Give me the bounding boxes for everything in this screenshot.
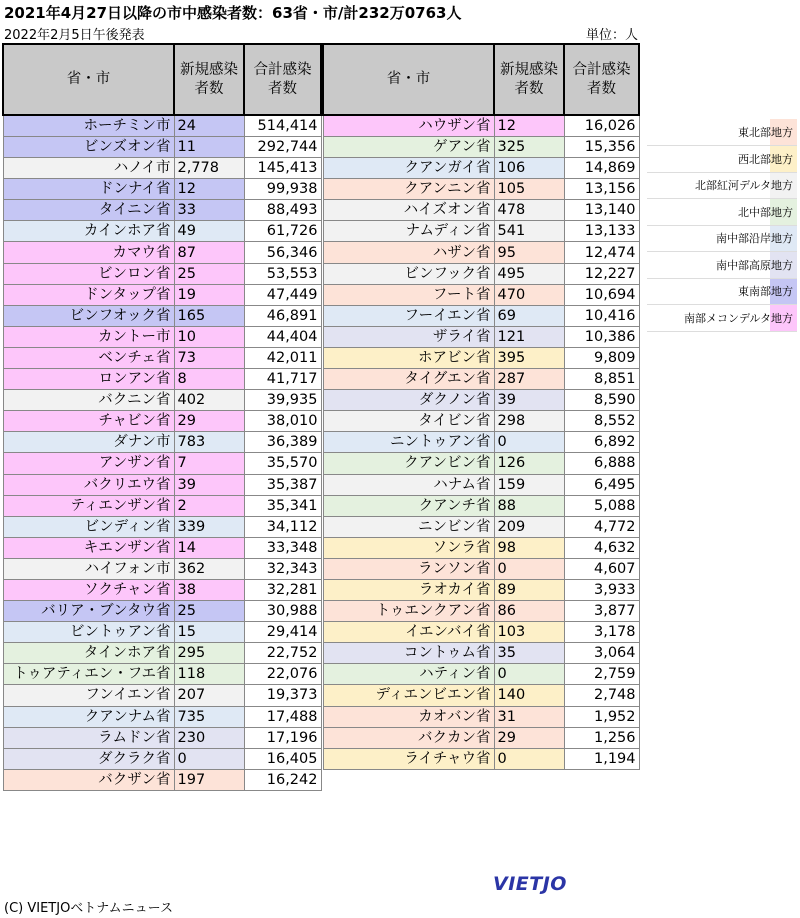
province-name: ハノイ市 [3, 158, 174, 179]
new-cases: 325 [494, 137, 564, 158]
table-row [3, 390, 321, 411]
total-cases: 17,196 [244, 727, 321, 748]
table-row [323, 200, 639, 221]
province-name: ドンナイ省 [3, 179, 174, 200]
table-row [3, 537, 321, 558]
new-cases: 15 [174, 622, 244, 643]
new-cases: 8 [174, 369, 244, 390]
province-name: カントー市 [3, 326, 174, 347]
total-cases: 2,748 [564, 685, 639, 706]
province-name: バクリエウ省 [3, 474, 174, 495]
legend-item: 南部メコンデルタ地方 [647, 305, 797, 332]
table-row [323, 390, 639, 411]
province-name: カインホア省 [3, 221, 174, 242]
announcement-date: 2022年2月5日午後発表 [4, 28, 145, 43]
table-row [323, 158, 639, 179]
total-cases: 32,343 [244, 558, 321, 579]
table-row [323, 432, 639, 453]
new-cases: 362 [174, 558, 244, 579]
total-cases: 56,346 [244, 242, 321, 263]
table-row [323, 622, 639, 643]
new-cases: 10 [174, 326, 244, 347]
total-cases: 88,493 [244, 200, 321, 221]
province-name: ハナム省 [323, 474, 494, 495]
total-cases: 3,178 [564, 622, 639, 643]
table-row [3, 579, 321, 600]
total-cases: 61,726 [244, 221, 321, 242]
total-cases: 46,891 [244, 305, 321, 326]
table-row [323, 263, 639, 284]
total-cases: 514,414 [244, 115, 321, 137]
total-cases: 6,495 [564, 474, 639, 495]
new-cases: 140 [494, 685, 564, 706]
total-cases: 53,553 [244, 263, 321, 284]
table-row [3, 221, 321, 242]
header-province: 省・市 [3, 44, 174, 115]
total-cases: 42,011 [244, 347, 321, 368]
total-cases: 6,892 [564, 432, 639, 453]
new-cases: 0 [494, 748, 564, 769]
new-cases: 98 [494, 537, 564, 558]
total-cases: 4,607 [564, 558, 639, 579]
right-table [322, 43, 640, 770]
copyright: (C) VIETJOベトナムニュース [4, 901, 174, 916]
region-legend [647, 119, 797, 332]
total-cases: 5,088 [564, 495, 639, 516]
table-row [3, 242, 321, 263]
table-row [3, 664, 321, 685]
total-cases: 12,474 [564, 242, 639, 263]
table-row [323, 284, 639, 305]
new-cases: 31 [494, 706, 564, 727]
province-name: ダナン市 [3, 432, 174, 453]
province-name: トゥアティエン・フエ省 [3, 664, 174, 685]
table-row [3, 326, 321, 347]
total-cases: 16,026 [564, 115, 639, 137]
total-cases: 17,488 [244, 706, 321, 727]
total-cases: 13,156 [564, 179, 639, 200]
province-name: ライチャウ省 [323, 748, 494, 769]
total-cases: 47,449 [244, 284, 321, 305]
table-row [3, 769, 321, 790]
province-name: イエンバイ省 [323, 622, 494, 643]
province-name: バリア・ブンタウ省 [3, 601, 174, 622]
province-name: ビントゥアン省 [3, 622, 174, 643]
table-row [323, 495, 639, 516]
new-cases: 69 [494, 305, 564, 326]
total-cases: 3,877 [564, 601, 639, 622]
table-row [323, 558, 639, 579]
new-cases: 24 [174, 115, 244, 137]
new-cases: 35 [494, 643, 564, 664]
province-name: タインホア省 [3, 643, 174, 664]
table-row [323, 137, 639, 158]
total-cases: 33,348 [244, 537, 321, 558]
total-cases: 8,590 [564, 390, 639, 411]
total-cases: 2,759 [564, 664, 639, 685]
new-cases: 39 [174, 474, 244, 495]
left-table [2, 43, 322, 791]
province-name: クアンナム省 [3, 706, 174, 727]
total-cases: 29,414 [244, 622, 321, 643]
table-row [323, 411, 639, 432]
legend-item: 西北部地方 [647, 146, 797, 173]
new-cases: 89 [494, 579, 564, 600]
province-name: クアンビン省 [323, 453, 494, 474]
table-row [3, 727, 321, 748]
new-cases: 105 [494, 179, 564, 200]
new-cases: 86 [494, 601, 564, 622]
province-name: ビンディン省 [3, 516, 174, 537]
table-row [323, 601, 639, 622]
table-row [323, 242, 639, 263]
total-cases: 3,933 [564, 579, 639, 600]
unit-label: 単位：人 [586, 28, 639, 43]
province-name: フンイエン省 [3, 685, 174, 706]
total-cases: 22,752 [244, 643, 321, 664]
new-cases: 25 [174, 601, 244, 622]
province-name: バクカン省 [323, 727, 494, 748]
province-name: クアンチ省 [323, 495, 494, 516]
total-cases: 292,744 [244, 137, 321, 158]
table-row [3, 179, 321, 200]
new-cases: 49 [174, 221, 244, 242]
province-name: ディエンビエン省 [323, 685, 494, 706]
table-row [323, 115, 639, 137]
table-row [3, 263, 321, 284]
header-total-cases: 合計感染者数 [244, 44, 321, 115]
new-cases: 73 [174, 347, 244, 368]
new-cases: 495 [494, 263, 564, 284]
total-cases: 14,869 [564, 158, 639, 179]
province-name: ナムディン省 [323, 221, 494, 242]
province-name: ハティン省 [323, 664, 494, 685]
total-cases: 1,952 [564, 706, 639, 727]
total-cases: 99,938 [244, 179, 321, 200]
table-row [323, 347, 639, 368]
new-cases: 29 [494, 727, 564, 748]
new-cases: 339 [174, 516, 244, 537]
legend-item: 北部紅河デルタ地方 [647, 172, 797, 199]
total-cases: 6,888 [564, 453, 639, 474]
legend-item: 東北部地方 [647, 119, 797, 146]
new-cases: 197 [174, 769, 244, 790]
total-cases: 8,851 [564, 369, 639, 390]
total-cases: 35,570 [244, 453, 321, 474]
total-cases: 16,242 [244, 769, 321, 790]
total-cases: 32,281 [244, 579, 321, 600]
table-row [323, 179, 639, 200]
province-name: ラムドン省 [3, 727, 174, 748]
table-row [323, 537, 639, 558]
table-row [323, 369, 639, 390]
new-cases: 33 [174, 200, 244, 221]
new-cases: 165 [174, 305, 244, 326]
total-cases: 12,227 [564, 263, 639, 284]
province-name: ビンロン省 [3, 263, 174, 284]
new-cases: 88 [494, 495, 564, 516]
total-cases: 44,404 [244, 326, 321, 347]
table-row [323, 685, 639, 706]
page-title: 2021年4月27日以降の市中感染者数：63省・市/計232万0763人 [4, 4, 462, 22]
province-name: ハイフォン市 [3, 558, 174, 579]
table-row [3, 200, 321, 221]
total-cases: 36,389 [244, 432, 321, 453]
total-cases: 10,416 [564, 305, 639, 326]
province-name: ソクチャン省 [3, 579, 174, 600]
table-row [3, 453, 321, 474]
province-name: タイニン省 [3, 200, 174, 221]
new-cases: 298 [494, 411, 564, 432]
table-row [323, 453, 639, 474]
province-name: クアンガイ省 [323, 158, 494, 179]
province-name: ニンビン省 [323, 516, 494, 537]
new-cases: 395 [494, 347, 564, 368]
table-row [3, 347, 321, 368]
total-cases: 16,405 [244, 748, 321, 769]
new-cases: 783 [174, 432, 244, 453]
new-cases: 0 [494, 432, 564, 453]
total-cases: 3,064 [564, 643, 639, 664]
table-row [3, 622, 321, 643]
vietjo-logo: VIETJO [493, 873, 567, 895]
header-new-cases: 新規感染者数 [494, 44, 564, 115]
province-name: タイグエン省 [323, 369, 494, 390]
total-cases: 19,373 [244, 685, 321, 706]
new-cases: 126 [494, 453, 564, 474]
province-name: ドンタップ省 [3, 284, 174, 305]
table-row [3, 432, 321, 453]
table-row [3, 685, 321, 706]
total-cases: 10,694 [564, 284, 639, 305]
legend-item: 南中部高原地方 [647, 252, 797, 279]
province-name: カマウ省 [3, 242, 174, 263]
table-row [323, 727, 639, 748]
province-name: トゥエンクアン省 [323, 601, 494, 622]
province-name: ニントゥアン省 [323, 432, 494, 453]
province-name: タイビン省 [323, 411, 494, 432]
new-cases: 207 [174, 685, 244, 706]
new-cases: 39 [494, 390, 564, 411]
total-cases: 35,341 [244, 495, 321, 516]
table-row [323, 516, 639, 537]
total-cases: 10,386 [564, 326, 639, 347]
total-cases: 34,112 [244, 516, 321, 537]
total-cases: 13,133 [564, 221, 639, 242]
province-name: バクザン省 [3, 769, 174, 790]
new-cases: 0 [174, 748, 244, 769]
total-cases: 145,413 [244, 158, 321, 179]
province-name: バクニン省 [3, 390, 174, 411]
province-name: キエンザン省 [3, 537, 174, 558]
new-cases: 0 [494, 558, 564, 579]
province-name: ハウザン省 [323, 115, 494, 137]
new-cases: 287 [494, 369, 564, 390]
new-cases: 159 [494, 474, 564, 495]
province-name: フーイエン省 [323, 305, 494, 326]
total-cases: 4,632 [564, 537, 639, 558]
province-name: ホアビン省 [323, 347, 494, 368]
province-name: コントゥム省 [323, 643, 494, 664]
new-cases: 541 [494, 221, 564, 242]
new-cases: 87 [174, 242, 244, 263]
province-name: ロンアン省 [3, 369, 174, 390]
province-name: ランソン省 [323, 558, 494, 579]
province-name: ザライ省 [323, 326, 494, 347]
new-cases: 478 [494, 200, 564, 221]
total-cases: 8,552 [564, 411, 639, 432]
new-cases: 103 [494, 622, 564, 643]
total-cases: 15,356 [564, 137, 639, 158]
province-name: ビンズオン省 [3, 137, 174, 158]
table-row [3, 137, 321, 158]
table-row [323, 579, 639, 600]
new-cases: 121 [494, 326, 564, 347]
total-cases: 13,140 [564, 200, 639, 221]
new-cases: 12 [174, 179, 244, 200]
total-cases: 41,717 [244, 369, 321, 390]
legend-item: 南中部沿岸地方 [647, 225, 797, 252]
province-name: ゲアン省 [323, 137, 494, 158]
new-cases: 230 [174, 727, 244, 748]
province-name: カオバン省 [323, 706, 494, 727]
total-cases: 22,076 [244, 664, 321, 685]
total-cases: 35,387 [244, 474, 321, 495]
province-name: ティエンザン省 [3, 495, 174, 516]
total-cases: 38,010 [244, 411, 321, 432]
table-row [3, 558, 321, 579]
legend-item: 北中部地方 [647, 199, 797, 226]
new-cases: 735 [174, 706, 244, 727]
total-cases: 9,809 [564, 347, 639, 368]
table-row [323, 748, 639, 769]
province-name: ダクラク省 [3, 748, 174, 769]
province-name: フート省 [323, 284, 494, 305]
table-row [3, 643, 321, 664]
province-name: ビンフック省 [323, 263, 494, 284]
table-row [3, 305, 321, 326]
province-name: ベンチェ省 [3, 347, 174, 368]
total-cases: 1,256 [564, 727, 639, 748]
province-name: ハイズオン省 [323, 200, 494, 221]
table-row [3, 115, 321, 137]
table-row [323, 664, 639, 685]
new-cases: 29 [174, 411, 244, 432]
table-row [3, 748, 321, 769]
new-cases: 14 [174, 537, 244, 558]
province-name: ソンラ省 [323, 537, 494, 558]
new-cases: 7 [174, 453, 244, 474]
table-row [323, 326, 639, 347]
province-name: ハザン省 [323, 242, 494, 263]
new-cases: 106 [494, 158, 564, 179]
header-total-cases: 合計感染者数 [564, 44, 639, 115]
table-row [3, 369, 321, 390]
table-row [3, 411, 321, 432]
province-name: チャビン省 [3, 411, 174, 432]
new-cases: 38 [174, 579, 244, 600]
table-row [3, 601, 321, 622]
table-row [3, 474, 321, 495]
new-cases: 95 [494, 242, 564, 263]
legend-item: 東南部地方 [647, 278, 797, 305]
table-row [3, 495, 321, 516]
province-name: ホーチミン市 [3, 115, 174, 137]
province-name: アンザン省 [3, 453, 174, 474]
new-cases: 209 [494, 516, 564, 537]
new-cases: 11 [174, 137, 244, 158]
header-new-cases: 新規感染者数 [174, 44, 244, 115]
total-cases: 30,988 [244, 601, 321, 622]
table-row [3, 158, 321, 179]
table-row [3, 516, 321, 537]
new-cases: 470 [494, 284, 564, 305]
province-name: ダクノン省 [323, 390, 494, 411]
table-row [323, 305, 639, 326]
new-cases: 2,778 [174, 158, 244, 179]
new-cases: 118 [174, 664, 244, 685]
new-cases: 2 [174, 495, 244, 516]
table-row [3, 706, 321, 727]
new-cases: 19 [174, 284, 244, 305]
total-cases: 1,194 [564, 748, 639, 769]
new-cases: 12 [494, 115, 564, 137]
table-row [323, 706, 639, 727]
total-cases: 4,772 [564, 516, 639, 537]
province-name: ラオカイ省 [323, 579, 494, 600]
new-cases: 25 [174, 263, 244, 284]
header-province: 省・市 [323, 44, 494, 115]
table-row [3, 284, 321, 305]
new-cases: 0 [494, 664, 564, 685]
table-row [323, 474, 639, 495]
province-name: ビンフオック省 [3, 305, 174, 326]
province-name: クアンニン省 [323, 179, 494, 200]
total-cases: 39,935 [244, 390, 321, 411]
new-cases: 402 [174, 390, 244, 411]
table-row [323, 221, 639, 242]
new-cases: 295 [174, 643, 244, 664]
table-row [323, 643, 639, 664]
